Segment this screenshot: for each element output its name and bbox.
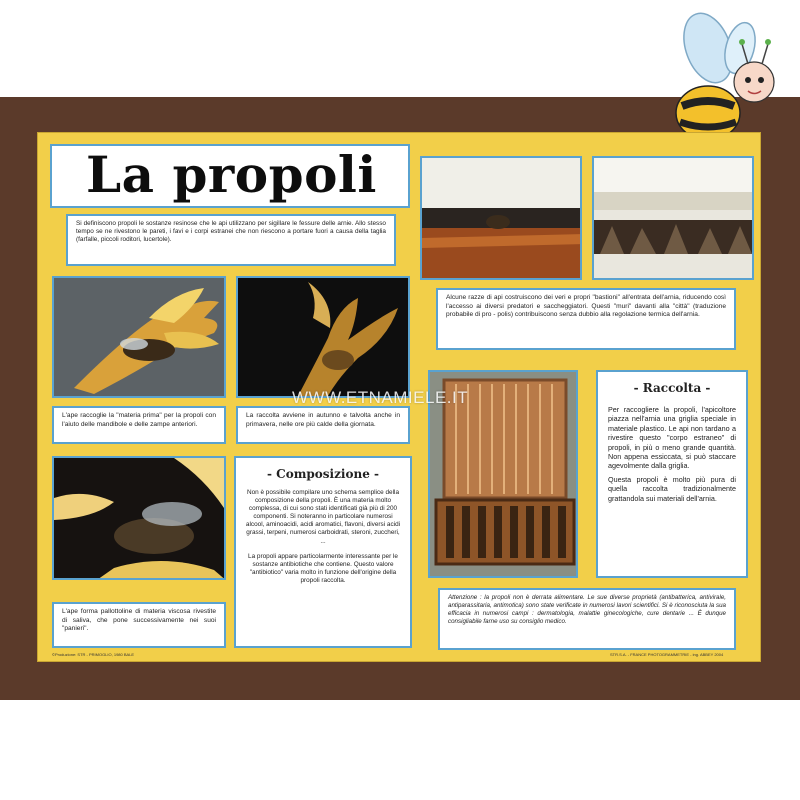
caption-pallottoline-text: L'ape forma pallottoline di materia viscosa rivestite di saliva, che pone successivamente nei suoi "panieri". bbox=[62, 608, 216, 633]
raccolta-card bbox=[596, 370, 748, 578]
footer-left-credit: ©Produzione: STR - PRIMOGLIO, 1980 BALE bbox=[52, 652, 135, 657]
page-title: La propoli bbox=[50, 144, 410, 208]
raccolta-heading: - Raccolta - bbox=[633, 381, 711, 395]
composizione-card bbox=[234, 456, 412, 648]
photo-bud-closeup bbox=[236, 276, 410, 398]
caption-materia-prima bbox=[52, 406, 226, 444]
attenzione-text: Attenzione : la propoli non è derrata alimentare. Le sue diverse proprietà (antibatterica, antivirale, antiparassitaria, antimotica) sono state verificate in numerosi lavori scientifici. Si è riconosciuta la sua efficacia in numerosi campi : dermatologia, malattie ginecologiche, cure dentarie ... È dunque consigliabile farne uso su consiglio medico. bbox=[448, 594, 726, 625]
photo-bee-pellets bbox=[52, 456, 226, 580]
composizione-paragraph-2: La propoli appare particolarmente interessante per le sostanze antibiotiche che contiene. Questo valore "antibiotico" varia molto in funzione dell'origine della propoli raccolta. bbox=[248, 552, 398, 584]
caption-bastioni-text: Alcune razze di api costruiscono dei veri e propri "bastioni" all'entrata dell'arnia, riducendo così l'accesso ai diversi predatori e saccheggiatori. Questi "muri" davanti alla "città" (traduzione probabile di pro - polis) contribuiscono senza dubbio alla regolazione termica dell'arnia. bbox=[446, 294, 726, 319]
caption-pallottoline bbox=[52, 602, 226, 648]
caption-bastioni bbox=[436, 288, 736, 350]
watermark: WWW.ETNAMIELE.IT bbox=[292, 388, 469, 407]
raccolta-paragraph-1: Per raccogliere la propoli, l'apicoltore piazza nell'arnia una griglia speciale in materiale plastico. Le api non tardano a rivestire questo "corpo estraneo" di propoli, in più o meno grande quantità. Non appena essiccata, si può staccare agevolmente dalla griglia. bbox=[608, 405, 736, 471]
caption-autunno-text: La raccolta avviene in autunno e talvolta anche in primavera, nelle ore più calde della giornata. bbox=[246, 412, 400, 428]
caption-materia-text: L'ape raccoglie la "materia prima" per la propoli con l'aiuto delle mandibole e delle zampe anteriori. bbox=[62, 412, 216, 428]
intro-text: Si definiscono propoli le sostanze resinose che le api utilizzano per sigillare le fessure delle arnie. Allo stesso tempo se ne rivestono le pareti, i favi e i corpi estranei che non riescono a portare fuori a causa della taglia (farfalle, piccoli roditori, lucertole). bbox=[76, 220, 386, 244]
photo-propolis-wall bbox=[592, 156, 754, 280]
composizione-heading: - Composizione - bbox=[266, 467, 379, 481]
caption-autunno bbox=[236, 406, 410, 444]
footer-right-credit: STR.S.A. - FRANCE PHOTOGRAMMETRIE - ing. ABBEY 2004 bbox=[610, 652, 724, 657]
photo-bee-on-bud bbox=[52, 276, 226, 398]
raccolta-paragraph-2: Questa propoli è molto più pura di quella raccolta tradizionalmente grattandola sui materiali dell'arnia. bbox=[608, 474, 736, 503]
attenzione-card bbox=[438, 588, 736, 650]
composizione-paragraph-1: Non è possibile compilare uno schema semplice della composizione della propoli. È una materia molto complessa, di cui sono stati identificati già più di 200 componenti. Si noteranno in particolare numerosi alcool, aminoacidi, acidi aromatici, flavoni, diversi acidi grassi, terpeni, numerosi carboidrati, steroni, zuccheri, ... bbox=[245, 489, 401, 545]
bee-logo-icon bbox=[668, 8, 788, 148]
photo-hive-entrance bbox=[420, 156, 582, 280]
intro-card bbox=[66, 214, 396, 266]
